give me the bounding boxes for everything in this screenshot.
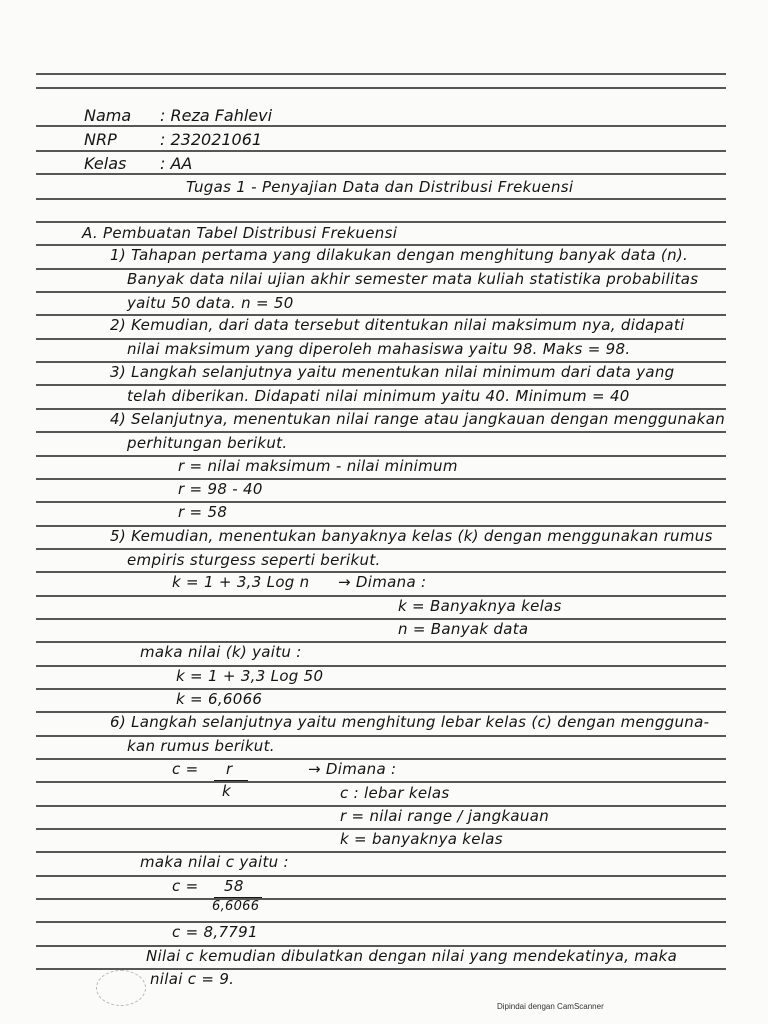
- nrp-value: : 232021061: [160, 130, 263, 149]
- ruled-line: [36, 173, 726, 175]
- legend-line: k = Banyaknya kelas: [398, 597, 562, 615]
- formula-line: k = 1 + 3,3 Log n: [172, 573, 310, 591]
- ruled-line: [36, 595, 726, 597]
- text-line: 5) Kemudian, menentukan banyaknya kelas (k) dengan menggunakan rumus: [110, 527, 713, 545]
- text-line: perhitungan berikut.: [127, 434, 288, 452]
- text-line: 6) Langkah selanjutnya yaitu menghitung lebar kelas (c) dengan menggunа-: [110, 713, 710, 731]
- ruled-line: [36, 781, 726, 783]
- text-line: 3) Langkah selanjutnya yaitu menentukan nilai minimum dari data yang: [110, 363, 675, 381]
- text-line: nilai c = 9.: [150, 970, 235, 988]
- ruled-line: [36, 198, 726, 200]
- fraction-denominator: 6,6066: [212, 899, 260, 914]
- ruled-line: [36, 221, 726, 223]
- scanner-note: Dipindai dengan CamScanner: [497, 1002, 604, 1011]
- text-line: Nilai c kemudian dibulatkan dengan nilai yang mendekatinya, maka: [146, 947, 678, 965]
- text-line: yaitu 50 data. n = 50: [127, 294, 294, 312]
- legend-line: n = Banyak data: [398, 620, 529, 638]
- legend-line: k = banyaknya kelas: [340, 830, 503, 848]
- text-line: nilai maksimum yang diperoleh mahasiswa yaitu 98. Maks = 98.: [127, 340, 631, 358]
- formula-lhs: c =: [172, 877, 199, 895]
- name-label: Nama: [84, 106, 132, 125]
- formula-line: r = nilai maksimum - nilai minimum: [178, 457, 458, 475]
- legend-line: → Dimana :: [338, 573, 427, 591]
- text-line: maka nilai (k) yaitu :: [140, 643, 302, 661]
- ruled-line: [36, 618, 726, 620]
- text-line: Banyak data nilai ujian akhir semester mata kuliah statistika probabilitas: [127, 270, 699, 288]
- legend-line: → Dimana :: [308, 760, 397, 778]
- fraction-numerator: 58: [224, 877, 244, 895]
- page-title: Tugas 1 - Penyajian Data dan Distribusi Frekuensi: [186, 178, 574, 196]
- text-line: 1) Tahapan pertama yang dilakukan dengan menghitung banyak data (n).: [110, 246, 689, 264]
- ruled-line: [36, 898, 726, 900]
- formula-line: k = 1 + 3,3 Log 50: [176, 667, 324, 685]
- ruled-line: [36, 875, 726, 877]
- ruled-line: [36, 501, 726, 503]
- legend-line: r = nilai range / jangkauan: [340, 807, 550, 825]
- ruled-line: [36, 688, 726, 690]
- ruled-line: [36, 73, 726, 75]
- ruled-line: [36, 968, 726, 970]
- legend-line: c : lebar kelas: [340, 784, 450, 802]
- fraction-denominator: k: [222, 782, 231, 800]
- formula-line: c = 8,7791: [172, 923, 258, 941]
- text-line: kan rumus berikut.: [127, 737, 275, 755]
- formula-lhs: c =: [172, 760, 199, 778]
- ruled-line: [36, 478, 726, 480]
- formula-line: r = 98 - 40: [178, 480, 263, 498]
- class-value: : AA: [160, 154, 193, 173]
- ruled-line: [36, 921, 726, 923]
- scanner-stamp-icon: [96, 970, 146, 1006]
- text-line: 2) Kemudian, dari data tersebut ditentukan nilai maksimum nya, didapati: [110, 316, 685, 334]
- text-line: maka nilai c yaitu :: [140, 853, 289, 871]
- ruled-line: [36, 150, 726, 152]
- fraction-numerator: r: [226, 760, 233, 778]
- ruled-line: [36, 87, 726, 89]
- section-heading: A. Pembuatan Tabel Distribusi Frekuensi: [82, 224, 398, 242]
- formula-line: r = 58: [178, 503, 228, 521]
- ruled-line: [36, 384, 726, 386]
- text-line: telah diberikan. Didapati nilai minimum yaitu 40. Minimum = 40: [127, 387, 630, 405]
- name-value: : Reza Fahlevi: [160, 106, 273, 125]
- class-label: Kelas: [84, 154, 127, 173]
- ruled-line: [36, 665, 726, 667]
- ruled-line: [36, 548, 726, 550]
- ruled-line: [36, 431, 726, 433]
- text-line: empiris sturgess seperti berikut.: [127, 551, 381, 569]
- ruled-line: [36, 291, 726, 293]
- ruled-line: [36, 125, 726, 127]
- formula-line: k = 6,6066: [176, 690, 263, 708]
- fraction-bar: [214, 897, 262, 898]
- nrp-label: NRP: [84, 130, 117, 149]
- fraction-bar: [214, 780, 248, 781]
- text-line: 4) Selanjutnya, menentukan nilai range atau jangkauan dengan menggunakan: [110, 410, 726, 428]
